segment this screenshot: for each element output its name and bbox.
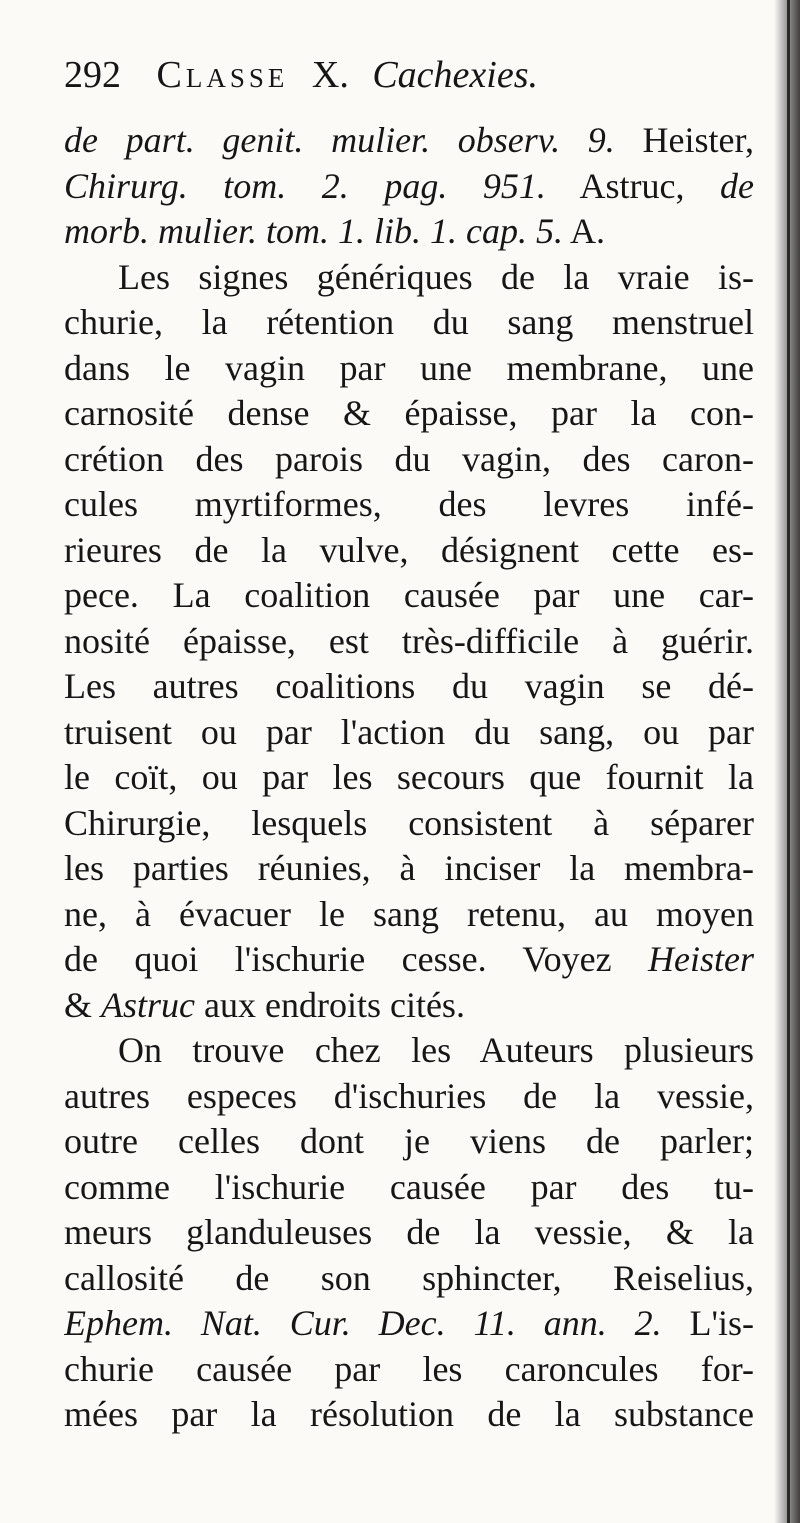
text-line (64, 1119, 754, 1165)
text-segment: meurs glanduleuses de la vessie, & la (64, 1212, 754, 1252)
text-line (64, 801, 754, 847)
text-segment: truisent ou par l'action du sang, ou par (64, 711, 754, 752)
text-line (64, 755, 754, 801)
text-segment: Astruc, (545, 165, 685, 206)
text-line (64, 937, 754, 983)
text-segment: dans le vagin par une membrane, une (64, 347, 754, 388)
text-segment: autres especes d'ischuries de la vessie, (64, 1075, 754, 1116)
text-line (64, 346, 754, 392)
body-text (64, 118, 754, 1438)
text-segment: morb. mulier. tom. 1. lib. 1. cap. 5. (64, 211, 563, 251)
text-segment: Heister, (614, 120, 754, 160)
text-segment: & (64, 984, 102, 1025)
text-segment: Chirurgie, lesquels consistent à séparer (64, 802, 754, 843)
text-segment: de (684, 165, 754, 206)
text-segment: nosité épaisse, est très-difficile à guérir. (64, 620, 754, 661)
section-subtitle: Cachexies. (372, 54, 538, 96)
text-segment: outre celles dont je viens de parler; (64, 1121, 754, 1161)
text-line (64, 1301, 754, 1347)
text-segment: cules myrtiformes, des levres infé- (64, 484, 754, 524)
text-segment: pece. La coalition causée par une car- (64, 575, 754, 615)
text-segment: churie, la rétention du sang menstruel (64, 302, 754, 342)
text-segment: mées par la résolution de la substance (64, 1394, 754, 1434)
text-line (64, 209, 754, 255)
text-segment: les parties réunies, à inciser la membra- (64, 848, 754, 888)
running-header (64, 50, 754, 100)
text-segment: Ephem. Nat. Cur. Dec. 11. ann. 2. (64, 1303, 662, 1343)
section-number: X. (311, 54, 349, 96)
text-line (64, 710, 754, 756)
text-line (64, 1210, 754, 1256)
text-segment: de quoi l'ischurie cesse. Voyez (64, 939, 612, 979)
text-line (64, 118, 754, 164)
text-segment: comme l'ischurie causée par des tu- (64, 1166, 754, 1207)
text-segment: Heister (611, 939, 754, 979)
text-segment: A. (563, 211, 606, 251)
class-label: Classe (156, 54, 289, 96)
text-segment: de part. genit. mulier. observ. 9. (64, 120, 615, 160)
text-segment: ne, à évacuer le sang retenu, au moyen (64, 893, 754, 934)
text-segment: rieures de la vulve, désignent cette es- (64, 529, 754, 570)
text-line (64, 437, 754, 483)
text-line (64, 1074, 754, 1120)
text-line (64, 573, 754, 619)
text-segment: aux endroits cités. (195, 984, 465, 1025)
text-line (64, 846, 754, 892)
text-segment: le coït, ou par les secours que fournit la (64, 757, 754, 797)
text-line (64, 892, 754, 938)
text-segment: L'is- (661, 1303, 754, 1343)
text-segment: churie causée par les caroncules for- (64, 1348, 754, 1389)
text-segment: On trouve chez les Auteurs plusieurs (118, 1030, 754, 1070)
text-line (64, 664, 754, 710)
text-line (64, 300, 754, 346)
text-segment: carnosité dense & épaisse, par la con- (64, 393, 754, 433)
text-line (64, 983, 754, 1029)
text-segment: Astruc (101, 984, 196, 1025)
text-line (64, 255, 754, 301)
text-segment: callosité de son sphincter, Reiselius, (64, 1257, 754, 1298)
text-line (64, 528, 754, 574)
text-segment: Les signes génériques de la vraie is- (118, 256, 754, 297)
text-segment: Chirurg. tom. 2. pag. 951. (64, 165, 546, 206)
text-line (64, 1028, 754, 1074)
page-number: 292 (64, 54, 121, 96)
text-line (64, 482, 754, 528)
text-line (64, 1256, 754, 1302)
text-line (64, 1392, 754, 1438)
text-line (64, 1165, 754, 1211)
text-line (64, 391, 754, 437)
text-line (64, 1347, 754, 1393)
text-line (64, 164, 754, 210)
text-segment: Les autres coalitions du vagin se dé- (64, 666, 754, 706)
text-segment: crétion des parois du vagin, des caron- (64, 438, 754, 479)
text-line (64, 619, 754, 665)
page-edge-line (787, 0, 790, 1523)
